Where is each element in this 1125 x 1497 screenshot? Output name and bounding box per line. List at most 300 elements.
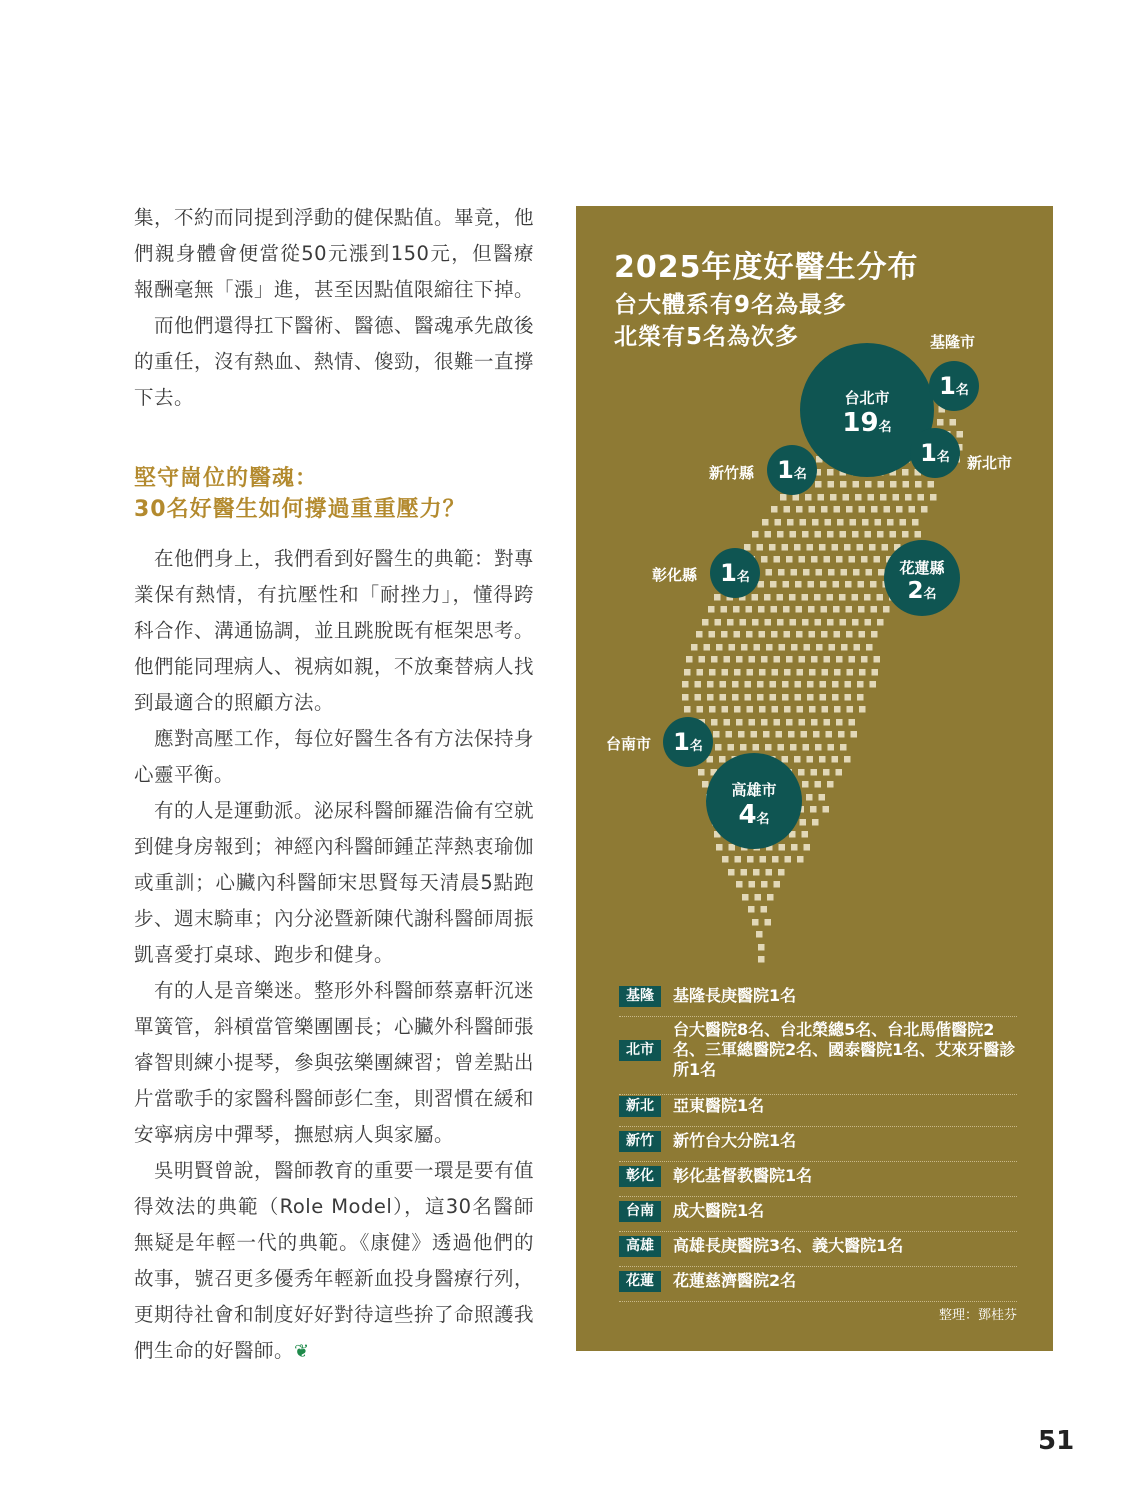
- map-dot: [779, 644, 786, 651]
- infographic-title: 2025年度好醫生分布: [614, 250, 919, 285]
- map-dot: [928, 481, 935, 488]
- map-dot: [796, 631, 803, 638]
- map-dot: [829, 644, 836, 651]
- map-dot: [827, 594, 834, 601]
- map-dot: [809, 706, 816, 713]
- map-dot: [759, 669, 766, 676]
- map-dot: [714, 594, 721, 601]
- map-dot: [836, 556, 843, 563]
- map-dot: [874, 556, 881, 563]
- map-dot: [791, 569, 798, 576]
- map-dot: [799, 719, 806, 726]
- map-dot: [857, 694, 864, 701]
- map-dot: [715, 744, 722, 751]
- map-dot: [780, 494, 787, 501]
- map-dot: [793, 494, 800, 501]
- map-dot: [804, 844, 811, 851]
- paragraph: 有的人是音樂迷。整形外科醫師蔡嘉軒沉迷單簧管，斜槓當管樂團團長；心臟外科醫師張睿智則練小提琴，參與弦樂團練習；曾差點出片當歌手的家醫科醫師彭仁奎，則習慣在緩和安寧病房中彈琴，撫慰病人與家屬。: [134, 979, 535, 1146]
- map-dot: [849, 656, 856, 663]
- map-dot: [868, 494, 875, 501]
- map-dot: [715, 619, 722, 626]
- map-dot: [732, 681, 739, 688]
- map-dot: [788, 731, 795, 738]
- hospital-list-text: 新竹台大分院1名: [673, 1131, 797, 1150]
- map-dot: [790, 619, 797, 626]
- map-dot: [957, 431, 964, 438]
- map-dot: [840, 481, 847, 488]
- map-dot: [841, 644, 848, 651]
- map-dot: [866, 569, 873, 576]
- map-dot: [828, 481, 835, 488]
- map-dot: [777, 619, 784, 626]
- map-dot: [783, 581, 790, 588]
- map-dot: [840, 619, 847, 626]
- map-dot: [930, 494, 937, 501]
- hospital-list-row: [619, 1234, 1017, 1267]
- map-dot: [859, 506, 866, 513]
- city-name: 高雄市: [731, 781, 777, 799]
- map-dot: [763, 731, 770, 738]
- region-tag: 花蓮: [619, 1271, 661, 1292]
- count-unit: 名: [878, 420, 892, 435]
- map-dot: [864, 594, 871, 601]
- region-tag: 彰化: [619, 1166, 661, 1187]
- paragraph: 集，不約而同提到浮動的健保點值。畢竟，他們親身體會便當從50元漲到150元，但醫療報酬毫無「漲」進，甚至因點值限縮往下掉。: [134, 206, 535, 301]
- map-dot: [757, 694, 764, 701]
- map-dot: [716, 644, 723, 651]
- map-dot: [921, 506, 928, 513]
- map-dot: [836, 719, 843, 726]
- map-dot: [810, 806, 817, 813]
- map-dot: [857, 544, 864, 551]
- city-count: 1: [920, 439, 937, 467]
- paragraph-text: 吳明賢曾說，醫師教育的重要一環是要有值得效法的典範（Role Model），這30名醫師無疑是年輕一代的典範。《康健》透過他們的故事，號召更多優秀年輕新血投身醫療行列，更期待社會和制度好好對待這些拚了命照護我們生命的好醫師。: [134, 1159, 535, 1362]
- map-dot: [808, 606, 815, 613]
- map-dot: [866, 644, 873, 651]
- region-tag: 台南: [619, 1201, 661, 1222]
- map-dot: [839, 594, 846, 601]
- map-dot: [707, 681, 714, 688]
- map-dot: [704, 644, 711, 651]
- map-dot: [832, 681, 839, 688]
- map-dot: [890, 531, 897, 538]
- map-dot: [772, 669, 779, 676]
- map-dot: [902, 531, 909, 538]
- map-dot: [833, 581, 840, 588]
- map-dot: [796, 506, 803, 513]
- hospital-list-row: [619, 1199, 1017, 1232]
- map-dot: [746, 606, 753, 613]
- map-dot: [815, 619, 822, 626]
- map-dot: [697, 706, 704, 713]
- paragraph: 應對高壓工作，每位好醫生各有方法保持身心靈平衡。: [134, 727, 535, 786]
- map-dot: [815, 781, 822, 788]
- map-dot: [836, 656, 843, 663]
- map-dot: [905, 494, 912, 501]
- map-dot: [777, 594, 784, 601]
- map-dot: [837, 519, 844, 526]
- map-dot: [753, 744, 760, 751]
- region-tag: 基隆: [619, 986, 661, 1007]
- map-dot: [827, 531, 834, 538]
- city-label-changhua: 彰化縣: [652, 566, 698, 584]
- map-dot: [819, 544, 826, 551]
- leaf-icon: ❦: [294, 1341, 310, 1362]
- map-dot: [802, 619, 809, 626]
- map-dot: [859, 631, 866, 638]
- map-dot: [720, 694, 727, 701]
- map-dot: [884, 506, 891, 513]
- map-dot: [749, 881, 756, 888]
- map-dot: [915, 531, 922, 538]
- map-dot: [803, 569, 810, 576]
- map-dot: [698, 769, 705, 776]
- map-dot: [852, 594, 859, 601]
- map-dot: [812, 519, 819, 526]
- map-dot: [721, 606, 728, 613]
- map-dot: [802, 531, 809, 538]
- map-dot: [760, 856, 767, 863]
- hospital-list-text: 花蓮慈濟醫院2名: [673, 1271, 797, 1290]
- city-count: 1: [720, 559, 737, 587]
- map-dot: [774, 881, 781, 888]
- map-dot: [786, 719, 793, 726]
- map-dot: [882, 544, 889, 551]
- map-dot: [722, 669, 729, 676]
- city-count: 1: [939, 372, 956, 400]
- map-dot: [857, 681, 864, 688]
- map-dot: [695, 694, 702, 701]
- map-dot: [759, 706, 766, 713]
- map-dot: [803, 744, 810, 751]
- map-dot: [807, 694, 814, 701]
- map-dot: [699, 656, 706, 663]
- map-dot: [813, 731, 820, 738]
- map-dot: [708, 606, 715, 613]
- map-dot: [745, 694, 752, 701]
- count-unit: 名: [793, 467, 807, 482]
- map-dot: [742, 894, 749, 901]
- map-dot: [774, 719, 781, 726]
- map-dot: [684, 669, 691, 676]
- map-dot: [785, 856, 792, 863]
- map-dot: [767, 894, 774, 901]
- paragraph: 有的人是運動派。泌尿科醫師羅浩倫有空就到健身房報到；神經內科醫師鍾芷萍熱衷瑜伽或重訓；心臟內科醫師宋思賢每天清晨5點跑步、週末騎車；內分泌暨新陳代謝科醫師周振凱喜愛打桌球、跑步和健身。: [134, 799, 535, 966]
- city-name: 台北市: [844, 389, 890, 407]
- map-dot: [789, 594, 796, 601]
- infographic-subtitle: 北榮有5名為次多: [614, 324, 800, 350]
- map-dot: [761, 881, 768, 888]
- map-dot: [870, 581, 877, 588]
- map-dot: [838, 731, 845, 738]
- map-dot: [758, 944, 765, 951]
- map-dot: [846, 606, 853, 613]
- map-dot: [721, 631, 728, 638]
- hospital-list-row: [619, 984, 1017, 1017]
- count-unit: 名: [756, 812, 770, 827]
- map-dot: [779, 844, 786, 851]
- map-dot: [846, 506, 853, 513]
- map-dot: [847, 669, 854, 676]
- map-dot: [858, 606, 865, 613]
- map-dot: [824, 719, 831, 726]
- map-dot: [790, 744, 797, 751]
- map-dot: [878, 481, 885, 488]
- map-dot: [814, 594, 821, 601]
- map-dot: [834, 631, 841, 638]
- map-dot: [733, 606, 740, 613]
- map-dot: [869, 544, 876, 551]
- paragraph: 在他們身上，我們看到好醫生的典範：對專業保有熱情，有抗壓性和「耐挫力」，懂得跨科合作、溝通協調，並且跳脫既有框架思考。他們能同理病人、視病如親，不放棄替病人找到最適合的照顧方法。: [134, 547, 535, 714]
- map-dot: [790, 531, 797, 538]
- map-dot: [902, 469, 909, 476]
- map-dot: [722, 706, 729, 713]
- city-count: 4: [738, 800, 757, 830]
- map-dot: [786, 656, 793, 663]
- map-dot: [759, 631, 766, 638]
- map-dot: [745, 681, 752, 688]
- map-dot: [950, 419, 957, 426]
- section-heading-line: 堅守崗位的醫魂：: [134, 466, 319, 491]
- map-dot: [741, 644, 748, 651]
- map-dot: [870, 681, 877, 688]
- region-tag: 新北: [619, 1096, 661, 1117]
- map-dot: [825, 519, 832, 526]
- map-dot: [691, 644, 698, 651]
- map-dot: [695, 681, 702, 688]
- count-unit: 名: [736, 570, 750, 585]
- map-dot: [786, 556, 793, 563]
- map-dot: [722, 856, 729, 863]
- map-dot: [858, 581, 865, 588]
- map-dot: [811, 719, 818, 726]
- map-dot: [777, 531, 784, 538]
- map-dot: [845, 694, 852, 701]
- map-dot: [794, 544, 801, 551]
- map-dot: [724, 719, 731, 726]
- map-dot: [797, 856, 804, 863]
- map-dot: [849, 719, 856, 726]
- map-dot: [774, 556, 781, 563]
- map-dot: [782, 544, 789, 551]
- map-dot: [756, 931, 763, 938]
- map-dot: [784, 706, 791, 713]
- map-dot: [747, 856, 754, 863]
- map-dot: [764, 594, 771, 601]
- map-dot: [696, 631, 703, 638]
- city-circle-newtaipei: [910, 428, 960, 478]
- map-dot: [859, 706, 866, 713]
- map-dot: [738, 731, 745, 738]
- map-dot: [752, 619, 759, 626]
- map-dot: [811, 556, 818, 563]
- map-dot: [754, 644, 761, 651]
- map-dot: [796, 606, 803, 613]
- map-dot: [937, 419, 944, 426]
- count-unit: 名: [936, 450, 950, 465]
- map-dot: [798, 769, 805, 776]
- hospital-list-text: 台大醫院8名、台北榮總5名、台北馬偕醫院2名、三軍總醫院2名、國泰醫院1名、艾來牙醫診所1名: [673, 1020, 1016, 1079]
- credit: 整理：鄧桂芬: [938, 1308, 1017, 1323]
- hospital-list-text: 高雄長庚醫院3名、義大醫院1名: [673, 1236, 904, 1255]
- map-dot: [903, 481, 910, 488]
- map-dot: [686, 656, 693, 663]
- page-number: 51: [1038, 1426, 1075, 1456]
- map-dot: [734, 631, 741, 638]
- city-circle-keelung: [929, 361, 979, 411]
- hospital-list-row: [619, 1129, 1017, 1162]
- map-dot: [812, 819, 819, 826]
- map-dot: [713, 731, 720, 738]
- map-dot: [822, 669, 829, 676]
- map-dot: [823, 769, 830, 776]
- city-count: 1: [673, 728, 690, 756]
- map-dot: [859, 669, 866, 676]
- city-circle-tainan: [663, 717, 713, 767]
- map-dot: [746, 631, 753, 638]
- paragraph: 而他們還得扛下醫術、醫德、醫魂承先啟後的重任，沒有熱血、熱情、傻勁，很難一直撐下去。: [134, 314, 535, 409]
- map-dot: [751, 731, 758, 738]
- map-dot: [808, 581, 815, 588]
- map-dot: [776, 731, 783, 738]
- map-dot: [766, 869, 773, 876]
- map-dot: [684, 706, 691, 713]
- map-dot: [765, 531, 772, 538]
- map-dot: [834, 669, 841, 676]
- map-dot: [771, 506, 778, 513]
- map-dot: [827, 781, 834, 788]
- map-dot: [900, 519, 907, 526]
- map-dot: [791, 644, 798, 651]
- map-dot: [828, 569, 835, 576]
- map-dot: [841, 569, 848, 576]
- map-dot: [880, 494, 887, 501]
- map-dot: [840, 531, 847, 538]
- map-dot: [909, 506, 916, 513]
- map-dot: [833, 606, 840, 613]
- map-dot: [807, 756, 814, 763]
- map-dot: [765, 744, 772, 751]
- map-dot: [711, 656, 718, 663]
- map-dot: [843, 494, 850, 501]
- map-dot: [736, 656, 743, 663]
- map-dot: [887, 519, 894, 526]
- map-dot: [823, 806, 830, 813]
- city-count: 1: [777, 456, 794, 484]
- map-dot: [770, 581, 777, 588]
- map-dot: [815, 531, 822, 538]
- map-dot: [832, 544, 839, 551]
- infographic-panel: [576, 206, 1053, 1351]
- map-dot: [826, 731, 833, 738]
- map-dot: [811, 769, 818, 776]
- map-dot: [847, 706, 854, 713]
- map-dot: [778, 569, 785, 576]
- map-dot: [832, 756, 839, 763]
- map-dot: [861, 556, 868, 563]
- map-dot: [816, 569, 823, 576]
- map-dot: [844, 544, 851, 551]
- map-dot: [740, 619, 747, 626]
- map-dot: [855, 494, 862, 501]
- map-dot: [752, 594, 759, 601]
- map-dot: [795, 681, 802, 688]
- map-dot: [819, 756, 826, 763]
- map-dot: [755, 894, 762, 901]
- map-dot: [877, 594, 884, 601]
- map-dot: [709, 669, 716, 676]
- map-dot: [771, 631, 778, 638]
- map-dot: [778, 744, 785, 751]
- hospital-list-text: 亞東醫院1名: [673, 1096, 765, 1115]
- map-dot: [758, 581, 765, 588]
- map-dot: [802, 781, 809, 788]
- map-dot: [784, 506, 791, 513]
- city-name: 花蓮縣: [899, 559, 945, 577]
- map-dot: [734, 669, 741, 676]
- city-count: 2: [907, 578, 924, 604]
- map-dot: [762, 519, 769, 526]
- section-heading-line: 30名好醫生如何撐過重重壓力？: [134, 497, 466, 522]
- map-dot: [707, 694, 714, 701]
- map-dot: [709, 706, 716, 713]
- map-dot: [809, 506, 816, 513]
- hospital-list-row: [619, 1094, 1017, 1127]
- map-dot: [783, 606, 790, 613]
- map-dot: [736, 881, 743, 888]
- map-dot: [871, 606, 878, 613]
- paragraph: [134, 1153, 534, 1370]
- map-dot: [809, 631, 816, 638]
- city-label-keelung: 基隆市: [930, 333, 976, 351]
- article-column: [134, 200, 534, 1370]
- hospital-list-text: 基隆長庚醫院1名: [673, 986, 797, 1005]
- map-dot: [801, 731, 808, 738]
- map-dot: [819, 794, 826, 801]
- map-dot: [821, 506, 828, 513]
- map-dot: [682, 694, 689, 701]
- taiwan-dot-map: [576, 206, 1053, 976]
- map-dot: [784, 669, 791, 676]
- map-dot: [827, 619, 834, 626]
- map-dot: [836, 769, 843, 776]
- map-dot: [846, 631, 853, 638]
- map-dot: [890, 481, 897, 488]
- map-dot: [697, 669, 704, 676]
- region-tag: 北市: [619, 1040, 661, 1061]
- map-dot: [757, 681, 764, 688]
- map-dot: [915, 481, 922, 488]
- map-dot: [830, 494, 837, 501]
- map-dot: [875, 519, 882, 526]
- map-dot: [804, 644, 811, 651]
- map-dot: [854, 644, 861, 651]
- region-tag: 新竹: [619, 1131, 661, 1152]
- city-circle-hualien: [884, 540, 960, 616]
- map-dot: [877, 531, 884, 538]
- map-dot: [758, 956, 765, 963]
- map-dot: [765, 919, 772, 926]
- count-unit: 名: [955, 383, 969, 398]
- map-dot: [871, 631, 878, 638]
- map-dot: [834, 506, 841, 513]
- map-dot: [806, 794, 813, 801]
- map-dot: [771, 606, 778, 613]
- map-dot: [782, 681, 789, 688]
- map-dot: [815, 481, 822, 488]
- map-dot: [815, 744, 822, 751]
- map-dot: [724, 656, 731, 663]
